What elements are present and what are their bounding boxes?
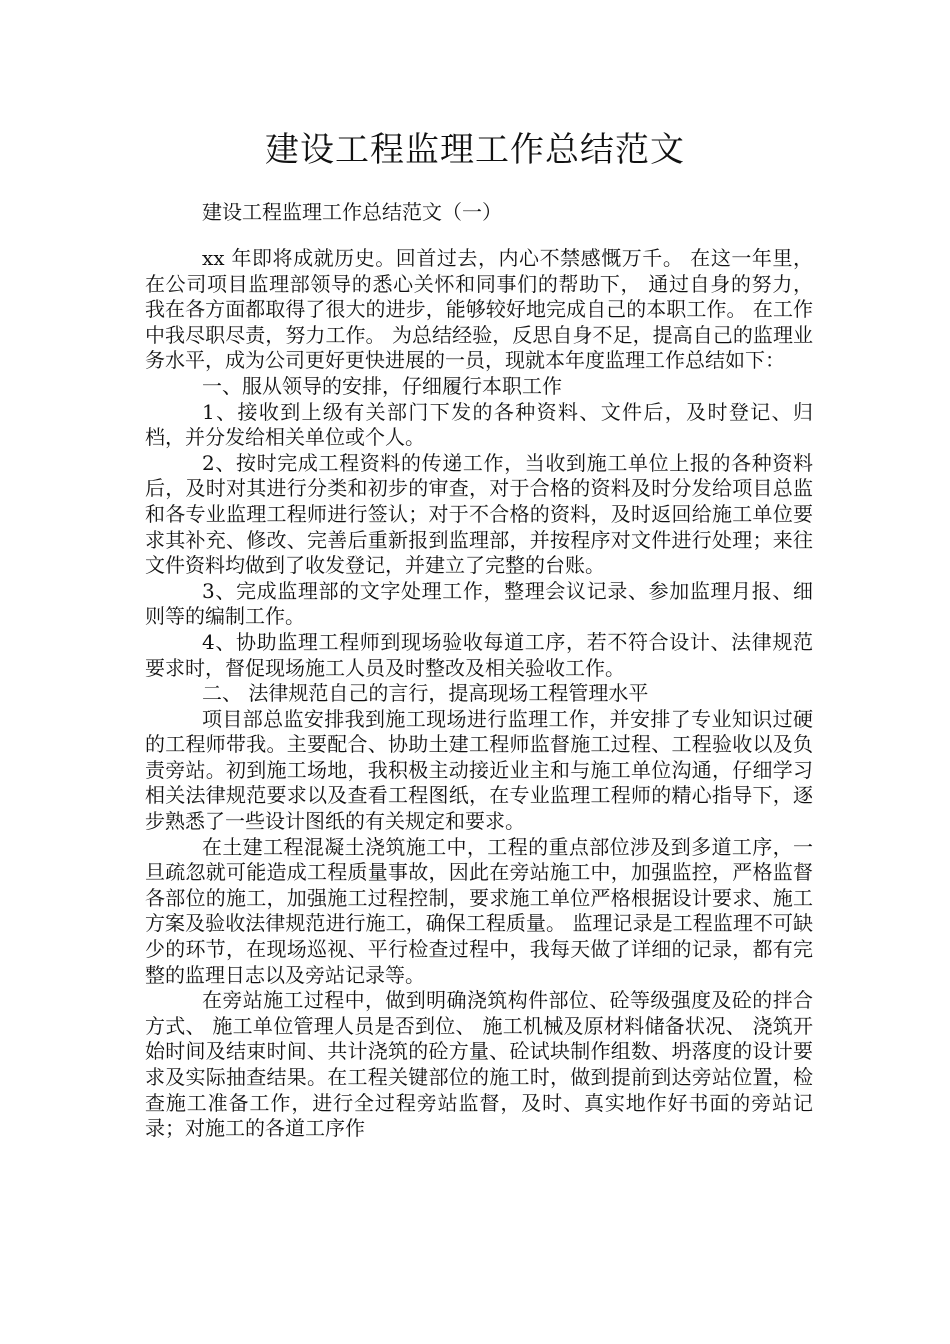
section-heading-1: 一、服从领导的安排，仔细履行本职工作 [202,373,562,398]
paragraph-side-station: 在旁站施工过程中，做到明确浇筑构件部位、砼等级强度及砼的拌合方式、 施工单位管理人员是否到位、 施工机械及原材料储备状况、 浇筑开始时间及结束时间、共计浇筑的砼方量、砼试块制作组数、坍落度的设计要求及实际抽查结果。在工程关键部位的施工时，做到提前到达旁站位置，检查施工准备工作，进行全过程旁站监督，及时、真实地作好书面的旁站记录；对施工的各道工序作 [145,988,813,1141]
document-subtitle: 建设工程监理工作总结范文（一） [202,200,502,224]
list-item-1: 1、接收到上级有关部门下发的各种资料、文件后，及时登记、归档，并分发给相关单位或个人。 [145,399,813,450]
paragraph-intro: xx 年即将成就历史。回首过去，内心不禁感慨万千。 在这一年里，在公司项目监理部领导的悉心关怀和同事们的帮助下， 通过自身的努力， 我在各方面都取得了很大的进步，能够较好地完成自己的本职工作。 在工作中我尽职尽责，努力工作。 为总结经验，反思自身不足，提高自己的监理业务水平，成为公司更好更快进展的一员，现就本年度监理工作总结如下： [145,246,813,373]
paragraph-site-supervision: 项目部总监安排我到施工现场进行监理工作，并安排了专业知识过硬的工程师带我。主要配合、协助土建工程师监督施工过程、工程验收以及负责旁站。初到施工场地，我积极主动接近业主和与施工单位沟通，仔细学习相关法律规范要求以及查看工程图纸，在专业监理工程师的精心指导下，逐步熟悉了一些设计图纸的有关规定和要求。 [145,706,813,834]
document-title: 建设工程监理工作总结范文 [265,130,685,170]
list-item-2: 2、按时完成工程资料的传递工作，当收到施工单位上报的各种资料后，及时对其进行分类和初步的审查，对于合格的资料及时分发给项目总监和各专业监理工程师进行签认；对于不合格的资料，及时返回给施工单位要求其补充、修改、完善后重新报到监理部，并按程序对文件进行处理；来往文件资料均做到了收发登记，并建立了完整的台账。 [145,450,813,578]
list-item-4: 4、协助监理工程师到现场验收每道工序，若不符合设计、法律规范要求时，督促现场施工人员及时整改及相关验收工作。 [145,629,813,680]
list-item-3: 3、完成监理部的文字处理工作，整理会议记录、参加监理月报、细则等的编制工作。 [145,578,813,629]
document-body [145,246,813,1142]
paragraph-concrete-work: 在土建工程混凝土浇筑施工中，工程的重点部位涉及到多道工序，一旦疏忽就可能造成工程质量事故，因此在旁站施工中，加强监控，严格监督各部位的施工，加强施工过程控制，要求施工单位严格根据设计要求、施工方案及验收法律规范进行施工，确保工程质量。 监理记录是工程监理不可缺少的环节，在现场巡视、平行检查过程中，我每天做了详细的记录，都有完整的监理日志以及旁站记录等。 [145,834,813,987]
section-heading-2: 二、 法律规范自己的言行，提高现场工程管理水平 [202,681,649,706]
